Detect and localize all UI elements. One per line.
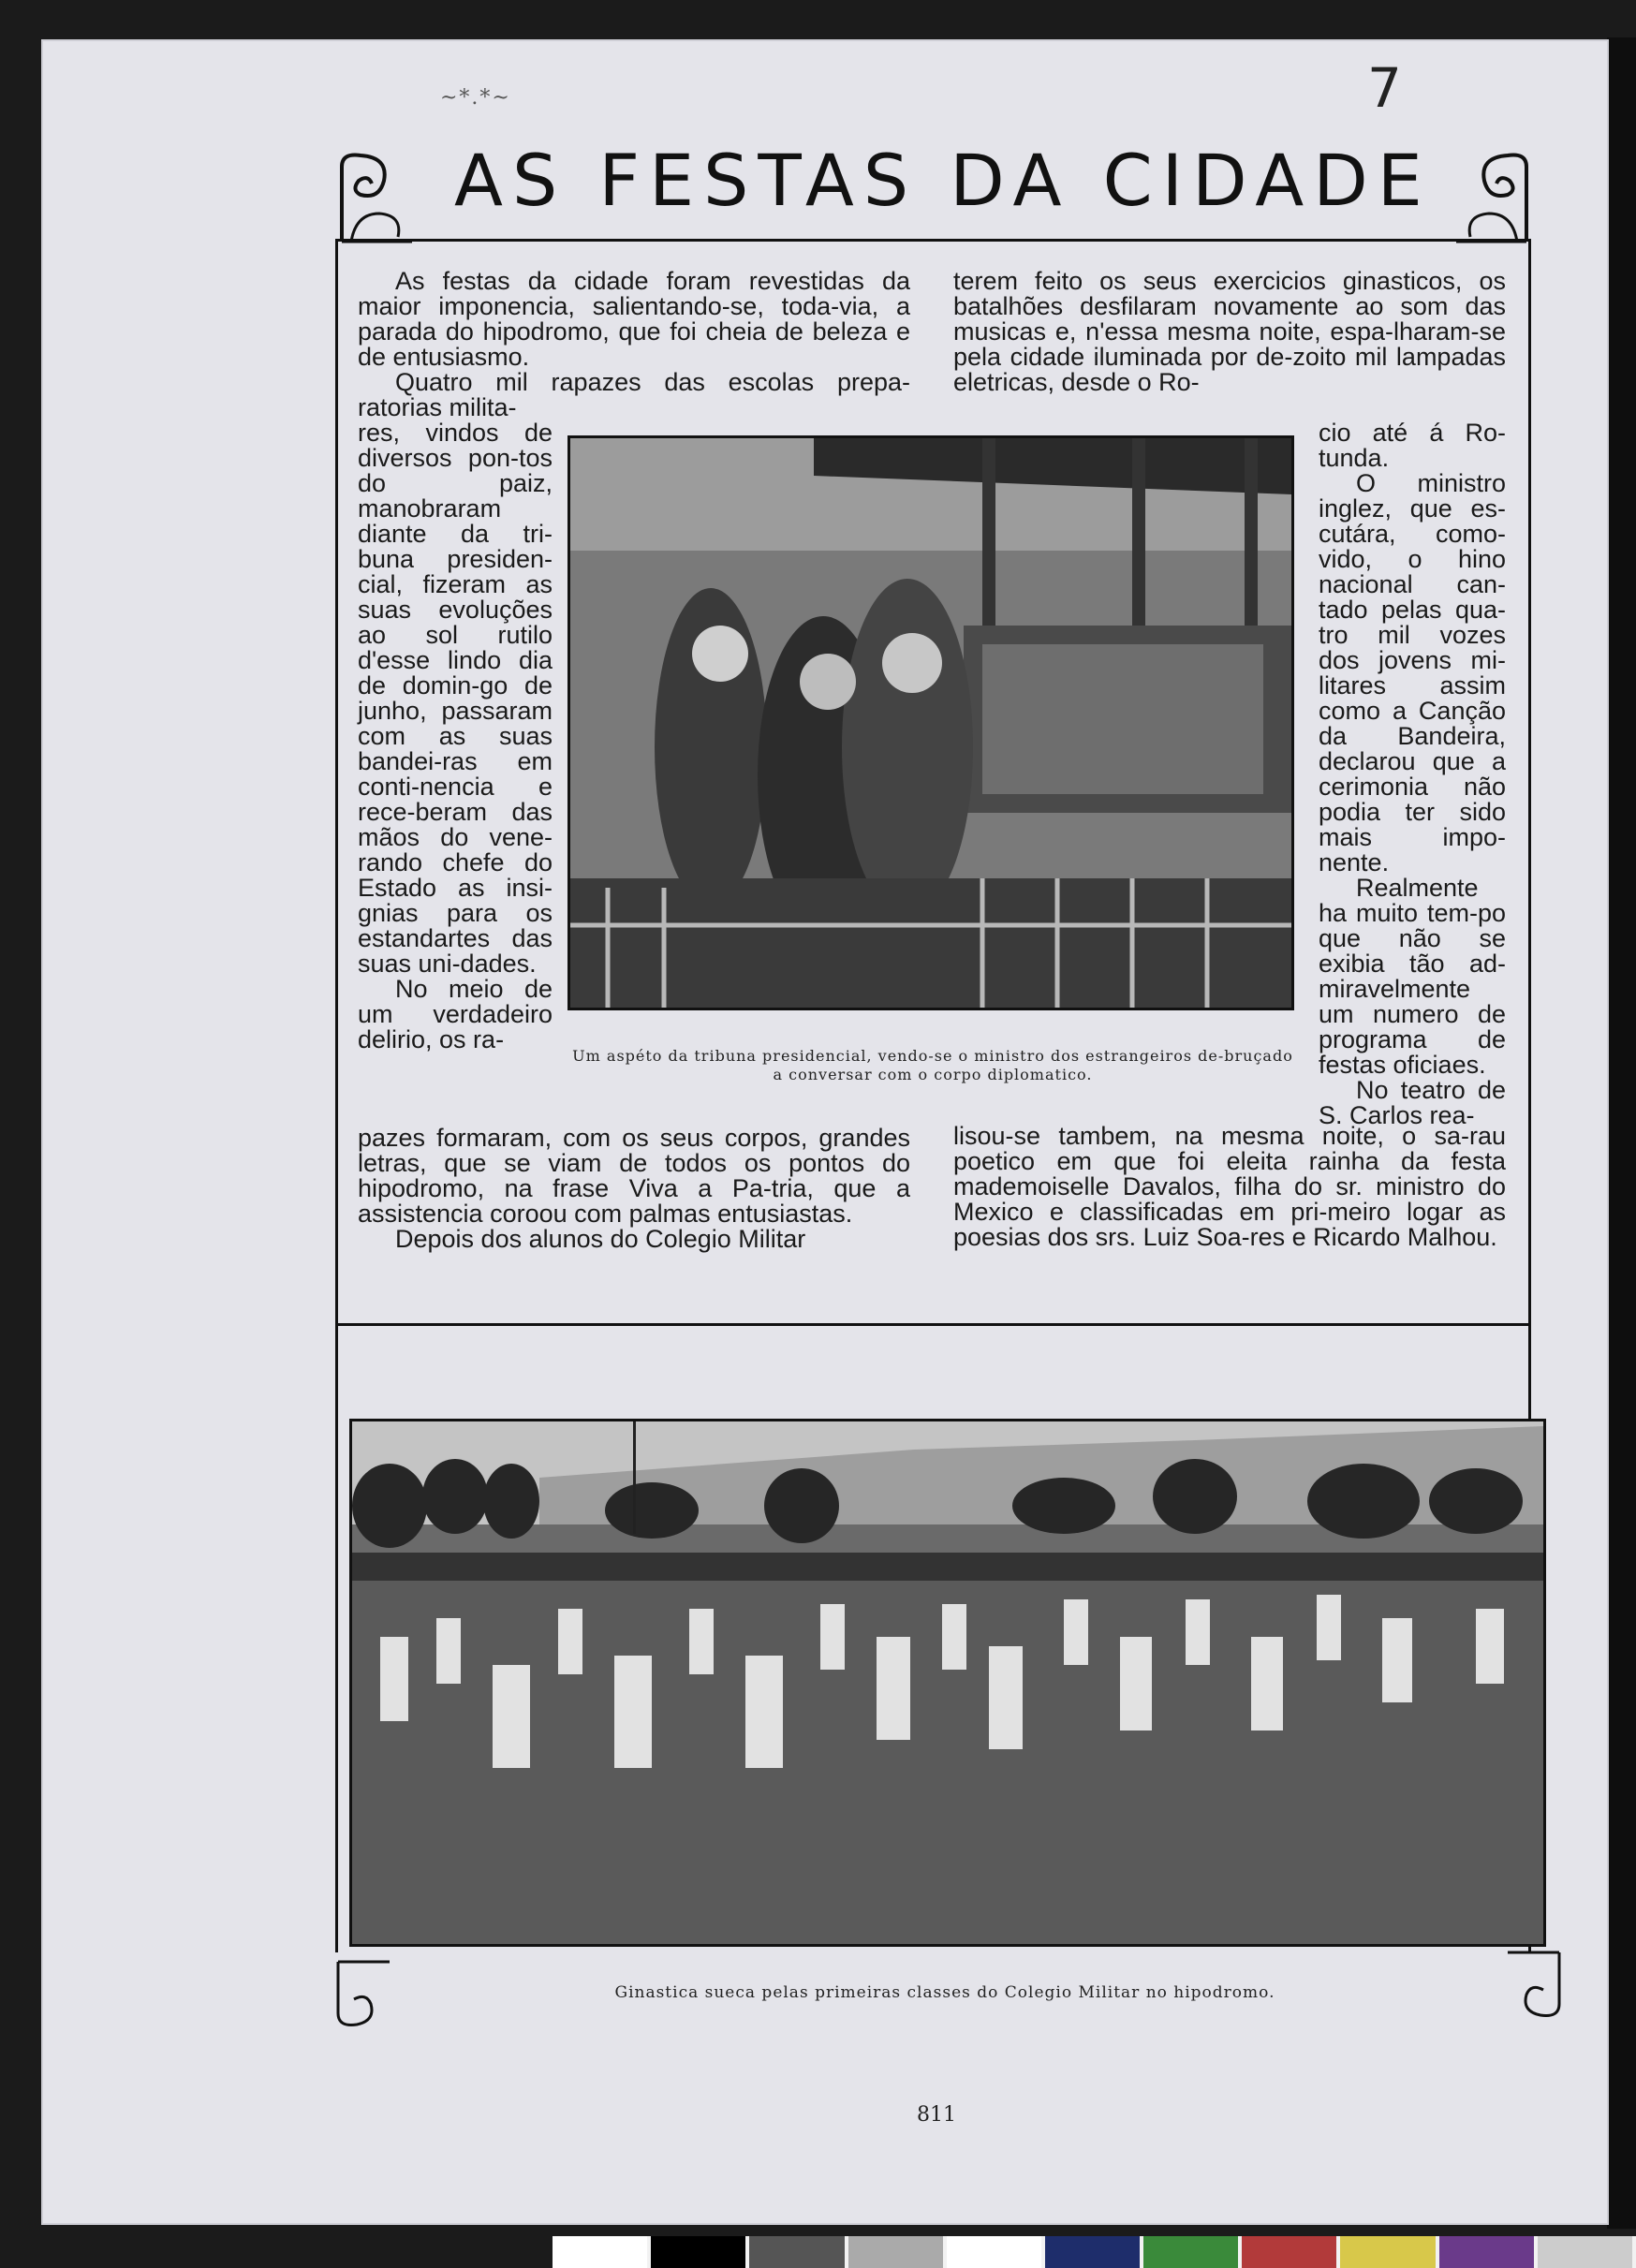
article-paragraph: As festas da cidade foram revestidas da maior imponencia, salientando-se, toda-via, a parada do hipodromo, que foi cheia de beleza e de entusiasmo.	[358, 267, 910, 371]
ornament-right-icon	[1452, 148, 1536, 251]
caption-top-photo: Um aspéto da tribuna presidencial, vendo-se o ministro dos estrangeiros de-bruçado a conversar com o corpo diplomatico.	[572, 1047, 1293, 1083]
article-paragraph: cio até á Ro-tunda.	[1319, 419, 1506, 472]
photo-gymnastics	[349, 1419, 1546, 1947]
article-paragraph: terem feito os seus exercicios ginasticos, os batalhões desfilaram novamente ao som das musicas e, n'essa mesma noite, espa-lharam-se pela cidade iluminada por de-zoito mil lampadas eletricas, desde o Ro-	[953, 267, 1506, 396]
article-right-bottom	[953, 1124, 1506, 1250]
page-folio: 811	[917, 2103, 956, 2127]
frame-divider-rule	[335, 1323, 1531, 1326]
article-left-top	[358, 269, 910, 420]
calibration-swatch	[553, 2236, 647, 2268]
calibration-swatch	[1242, 2236, 1336, 2268]
frame-top-rule	[335, 239, 1531, 242]
calibration-swatch	[1143, 2236, 1238, 2268]
ornament-bottom-right-icon	[1498, 1948, 1564, 2023]
article-right-top	[953, 269, 1506, 395]
photo-presidential-stand	[567, 435, 1294, 1010]
calibration-swatch	[947, 2236, 1041, 2268]
handwritten-page-number: 7	[1367, 56, 1402, 120]
calibration-swatch	[1439, 2236, 1534, 2268]
photo-presidential-stand-illustration	[570, 438, 1291, 1008]
article-paragraph: Depois dos alunos do Colegio Militar	[395, 1225, 806, 1253]
article-paragraph: No meio de um verdadeiro delirio, os ra-	[358, 975, 553, 1053]
ornament-left-icon	[332, 148, 417, 251]
article-left-bottom	[358, 1126, 910, 1252]
calibration-swatch	[1340, 2236, 1435, 2268]
color-calibration-strip	[553, 2236, 1636, 2268]
article-paragraph: lisou-se tambem, na mesma noite, o sa-rau poetico em que foi eleita rainha da festa mademoiselle Davalos, filha do sr. ministro do Mexico e classificadas em pri-meiro logar as poesias dos srs. Luiz Soa-res e Ricardo Malhou.	[953, 1122, 1506, 1251]
caption-bottom-photo: Ginastica sueca pelas primeiras classes do Colegio Militar no hipodromo.	[614, 1983, 1275, 2002]
photo-gymnastics-illustration	[352, 1421, 1543, 1944]
article-paragraph: Quatro mil rapazes das escolas prepa-ratorias milita-	[358, 368, 910, 421]
calibration-swatch	[1538, 2236, 1632, 2268]
calibration-swatch	[651, 2236, 745, 2268]
page-title: AS FESTAS DA CIDADE	[454, 139, 1432, 222]
calibration-swatch	[848, 2236, 943, 2268]
title-banner	[332, 131, 1536, 243]
ornament-bottom-left-icon	[333, 1957, 399, 2032]
article-paragraph: O ministro inglez, que es-cutára, como-vido, o hino nacional can-tado pelas qua-tro mil vozes dos jovens mi-litares assim como a Canção da Bandeira, declarou que a cerimonia não podia ter sido mais impo-nente.	[1319, 469, 1506, 876]
ink-mark: ~*.*~	[440, 86, 511, 110]
article-paragraph: No teatro de S. Carlos rea-	[1319, 1076, 1506, 1129]
article-right-narrow	[1319, 420, 1506, 1128]
frame-left-rule	[335, 239, 338, 1952]
article-paragraph: res, vindos de diversos pon-tos do paiz, manobraram diante da tri-buna presiden-cial, fizeram as suas evoluções ao sol rutilo d'esse lindo dia de domin-go de junho, passaram com as suas bandei-ras em conti-nencia e rece-beram das mãos do vene-rando chefe do Estado as insi-gnias para os estandartes das suas uni-dades.	[358, 419, 553, 978]
calibration-swatch	[1045, 2236, 1140, 2268]
calibration-swatch	[749, 2236, 844, 2268]
scanner-edge	[1607, 37, 1636, 2229]
article-left-narrow	[358, 420, 553, 1053]
article-paragraph: Realmente ha muito tem-po que não se exibia tão ad-miravelmente um numero de programa de festas oficiaes.	[1319, 874, 1506, 1079]
article-paragraph: pazes formaram, com os seus corpos, grandes letras, que se viam de todos os pontos do hipodromo, na frase Viva a Pa-tria, que a assistencia coroou com palmas entusiastas.	[358, 1124, 910, 1228]
